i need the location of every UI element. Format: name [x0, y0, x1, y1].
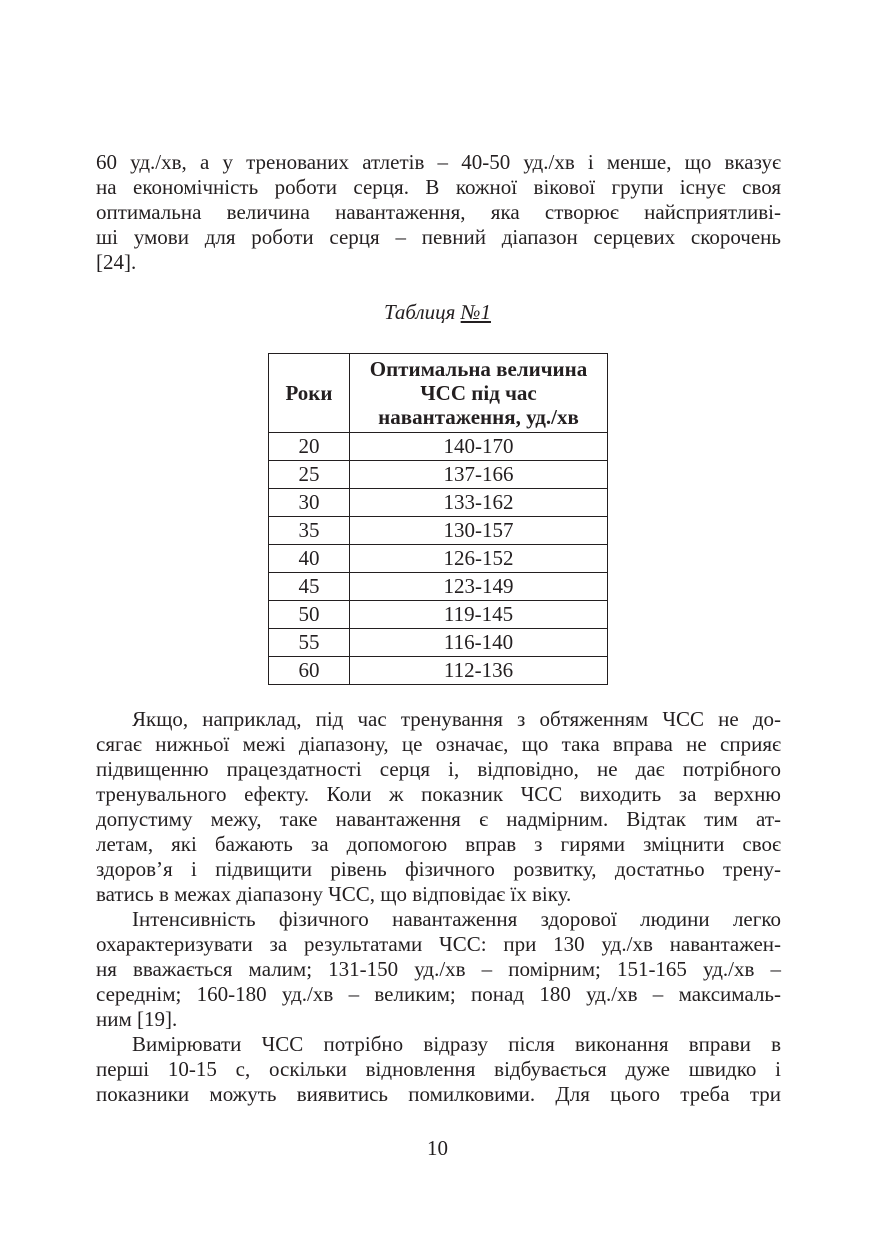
- table-row: [269, 545, 608, 573]
- cell-hr-range: 137-166: [350, 461, 608, 489]
- paragraph-line: оптимальна величина навантаження, яка створює найсприятливі-: [96, 200, 781, 224]
- table-row: [269, 657, 608, 685]
- paragraph-line: ним [19].: [96, 1007, 178, 1031]
- table-row: [269, 629, 608, 657]
- table-row: [269, 517, 608, 545]
- cell-hr-range: 133-162: [350, 489, 608, 517]
- cell-hr-range: 140-170: [350, 433, 608, 461]
- table-caption-prefix: Таблиця: [384, 300, 461, 324]
- paragraph-line: Вимірювати ЧСС потрібно відразу після виконання вправи в: [132, 1032, 781, 1056]
- paragraph-line: ватись в межах діапазону ЧСС, що відповідає їх віку.: [96, 882, 572, 906]
- heart-rate-table: [268, 353, 608, 685]
- cell-years: 40: [269, 545, 350, 573]
- table-row: [269, 489, 608, 517]
- table-row: [269, 433, 608, 461]
- header-optimal-hr: Оптимальна величина ЧСС під час навантаження, уд./хв: [350, 354, 608, 433]
- paragraph-line: ня вважається малим; 131-150 уд./хв – помірним; 151-165 уд./хв –: [96, 957, 781, 981]
- cell-years: 60: [269, 657, 350, 685]
- cell-hr-range: 123-149: [350, 573, 608, 601]
- paragraph-line: Якщо, наприклад, під час тренування з обтяженням ЧСС не до-: [132, 707, 781, 731]
- paragraph-line: Інтенсивність фізичного навантаження здорової людини легко: [132, 907, 781, 931]
- paragraph-line: перші 10-15 с, оскільки відновлення відбувається дуже швидко і: [96, 1057, 781, 1081]
- paragraph-line: допустиму межу, таке навантаження є надмірним. Відтак тим ат-: [96, 807, 781, 831]
- paragraph-line: 60 уд./хв, а у тренованих атлетів – 40-50 уд./хв і менше, що вказує: [96, 150, 781, 174]
- cell-years: 35: [269, 517, 350, 545]
- paragraph-line: [24].: [96, 250, 137, 274]
- table-row: [269, 601, 608, 629]
- paragraph-line: охарактеризувати за результатами ЧСС: при 130 уд./хв навантажен-: [96, 932, 781, 956]
- paragraph-line: ші умови для роботи серця – певний діапазон серцевих скорочень: [96, 225, 781, 249]
- table-row: [269, 461, 608, 489]
- table-caption-number: №1: [460, 300, 491, 324]
- cell-years: 55: [269, 629, 350, 657]
- paragraph-line: сягає нижньої межі діапазону, це означає, що така вправа не сприяє: [96, 732, 781, 756]
- paragraph-line: підвищенню працездатності серця і, відповідно, не дає потрібного: [96, 757, 781, 781]
- cell-hr-range: 119-145: [350, 601, 608, 629]
- cell-hr-range: 130-157: [350, 517, 608, 545]
- table-caption: [0, 300, 875, 325]
- cell-years: 50: [269, 601, 350, 629]
- table-row: [269, 573, 608, 601]
- paragraph-line: середнім; 160-180 уд./хв – великим; понад 180 уд./хв – максималь-: [96, 982, 781, 1006]
- page-number: 10: [427, 1136, 448, 1160]
- cell-hr-range: 126-152: [350, 545, 608, 573]
- cell-years: 25: [269, 461, 350, 489]
- header-years: Роки: [269, 354, 350, 433]
- table-header-row: [269, 354, 608, 433]
- cell-years: 20: [269, 433, 350, 461]
- paragraph-line: тренувального ефекту. Коли ж показник ЧСС виходить за верхню: [96, 782, 781, 806]
- cell-years: 45: [269, 573, 350, 601]
- paragraph-line: здоров’я і підвищити рівень фізичного розвитку, достатньо трену-: [96, 857, 781, 881]
- paragraph-line: летам, які бажають за допомогою вправ з гирями зміцнити своє: [96, 832, 781, 856]
- cell-hr-range: 116-140: [350, 629, 608, 657]
- cell-years: 30: [269, 489, 350, 517]
- cell-hr-range: 112-136: [350, 657, 608, 685]
- paragraph-line: на економічність роботи серця. В кожної вікової групи існує своя: [96, 175, 781, 199]
- paragraph-line: показники можуть виявитись помилковими. Для цього треба три: [96, 1082, 781, 1106]
